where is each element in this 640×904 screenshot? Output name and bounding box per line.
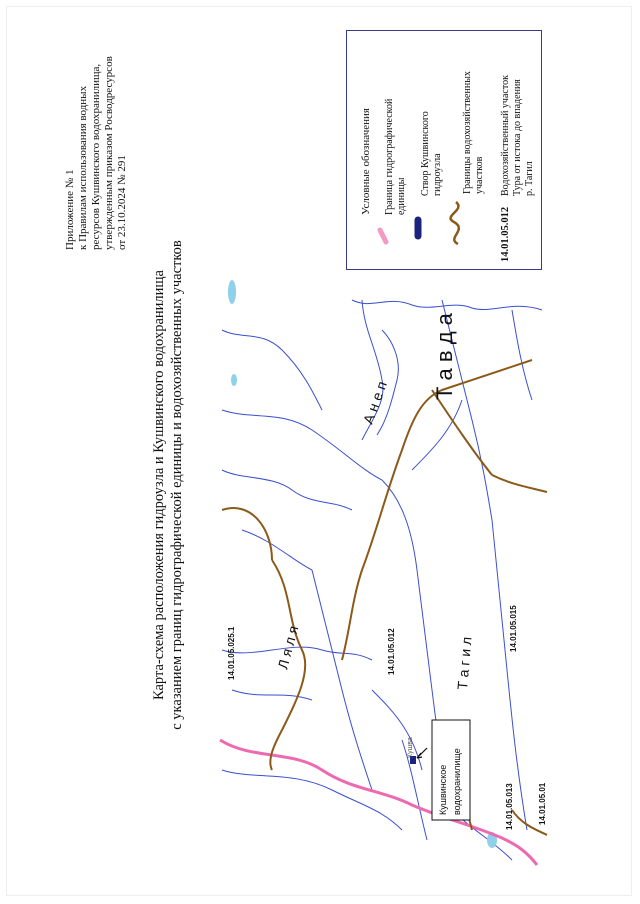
- legend-item-section-boundary: [462, 71, 486, 194]
- unit-code-label: 14.01.05.015: [509, 605, 518, 652]
- map-title: [150, 160, 186, 810]
- appendix-line: ресурсов Кушвинского водохранилища,: [90, 63, 102, 250]
- appendix-header: [64, 10, 129, 250]
- map: [212, 270, 552, 880]
- appendix-line: Приложение № 1: [64, 169, 76, 250]
- river-label-tagil: Т а г и л: [454, 636, 475, 691]
- map-title-line: Карта-схема расположения гидроузла и Кушвинского водохранилища: [151, 270, 167, 701]
- legend-item-label: участков: [474, 156, 485, 194]
- river-label-tavda: Т а в д а: [432, 313, 457, 400]
- reservoir-callout: [432, 720, 470, 820]
- legend-code-desc-line: Тура от истока до впадения: [512, 79, 523, 196]
- map-title-line: с указанием границ гидрографической единицы и водохозяйственных участков: [169, 240, 185, 730]
- legend-item-label: гидроузла: [432, 153, 443, 196]
- legend-item-hydro-boundary: [384, 99, 408, 215]
- city-label: Кушва: [407, 737, 414, 758]
- unit-code-label: 14.01.05.013: [505, 783, 514, 830]
- legend-item-label: единицы: [396, 177, 407, 215]
- legend-item-label: Границы водохозяйственных: [462, 71, 473, 194]
- legend-code: 14.01.05.012: [500, 206, 511, 262]
- section-boundaries: [222, 360, 547, 835]
- appendix-line: от 23.10.2024 № 291: [116, 155, 128, 250]
- reservoir-label: Кушвинское: [438, 764, 448, 815]
- river-label-lyalya: Л я л я: [274, 623, 302, 671]
- legend-heading: Условные обозначения: [360, 108, 372, 215]
- legend-item-label: Створ Кушвинского: [420, 111, 431, 196]
- river-label-anep: А н е п: [359, 379, 390, 427]
- unit-code-label: 14.01.05.012: [387, 628, 396, 675]
- legend-section-boundary-symbol: [451, 202, 459, 244]
- legend-hydro-boundary-symbol: [380, 230, 386, 242]
- legend-item-dam: [420, 111, 444, 196]
- unit-code-label: 14.01.05.01: [538, 782, 547, 825]
- reservoir-label: водохранилище: [452, 748, 462, 815]
- legend-code-description: [500, 75, 536, 196]
- appendix-line: утвержденным приказом Росводресурсов: [103, 56, 115, 250]
- legend-code-desc-line: р. Тагил: [524, 161, 535, 196]
- unit-code-label: 14.01.05.025.1: [227, 626, 236, 680]
- appendix-line: к Правилам использования водных: [77, 85, 89, 250]
- legend-item-label: Граница гидрографической: [384, 98, 395, 215]
- legend-code-desc-line: Водохозяйственный участок: [500, 75, 511, 196]
